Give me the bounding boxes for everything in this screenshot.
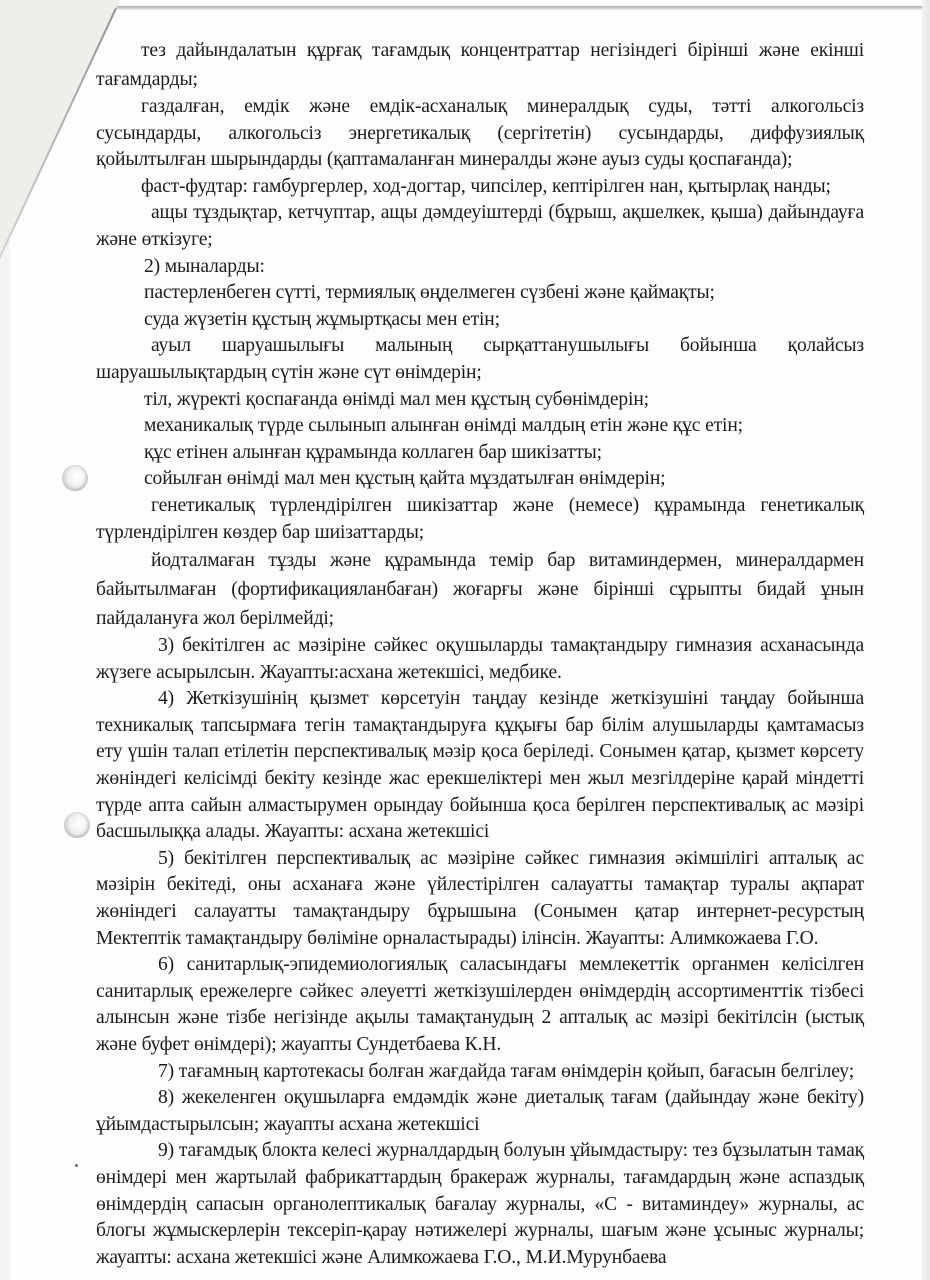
punch-hole-icon xyxy=(62,465,88,491)
scan-top-shadow xyxy=(110,6,922,10)
paragraph-item-8: 8) жекеленген оқушыларға емдәмдік және диеталық тағам (дайындау және бекіту) ұйымдастырылсын; жауапты асхана жетекшісі xyxy=(96,1087,864,1135)
punch-hole-icon xyxy=(64,812,90,838)
list-item: суда жүзетін құстың жұмыртқасы мен етін; xyxy=(144,308,500,330)
paragraph-fast-food: фаст-фудтар: гамбургерлер, ход-догтар, чипсілер, кептірілген нан, қытырлақ нанды; xyxy=(141,175,831,197)
paragraph-item-5: 5) бекітілген перспективалық ас мәзіріне сәйкес гимназия әкімшілігі апталық ас мәзірін бекітеді, оны асханаға және үйлестірілген салауатты тамақтар туралы ақпарат жөніндегі салауатты тамақтандыру бұрышына (Сонымен қатар интернет-ресурстың Мектептік тамақтандыру бөліміне орналастырады) ілінсін. Жауапты: Алимкожаева Г.О. xyxy=(96,847,864,949)
list-item: пастерленбеген сүтті, термиялық өңделмеген сүзбені және қаймақты; xyxy=(144,282,715,304)
scan-right-edge xyxy=(922,0,930,1280)
list-item: құс етінен алынған құрамында коллаген бар шикізатты; xyxy=(144,441,602,463)
paragraph-item-9: 9) тағамдық блокта келесі журналдардың болуын ұйымдастыру: тез бұзылатын тамақ өнімдері мен жартылай фабрикаттардың бракераж журналы, тағамдардың және аспаздық өнімдердің сапасын органолептикалық бағалау журналы, «С - витаминдеу» журналы, ас блогы жұмыскерлерін тексеріп-қарау нәтижелері журналы, шағым және ұсыныс журналы; жауапты: асхана жетекшісі және Алимкожаева Г.О., М.И.Мурунбаева xyxy=(96,1140,864,1268)
paragraph-iodized-salt: йодталмаған тұзды және құрамында темір бар витаминдермен, минералдармен байытылмаған (фортификацияланбаған) жоғарғы және бірінші сұрыпты бидай ұнын пайдалануға жол берілмейді; xyxy=(96,550,864,630)
paragraph-item-3: 3) бекітілген ас мәзіріне сәйкес оқушыларды тамақтандыру гимназия асханасында жүзеге асырылсын. Жауапты:асхана жетекшісі, медбике. xyxy=(96,635,864,683)
list-item: тіл, жүректі қоспағанда өнімді мал мен құстың субөнімдерін; xyxy=(144,388,649,410)
list-item: механикалық түрде сылынып алынған өнімді малдың етін және құс етін; xyxy=(144,415,743,437)
paragraph-gmo: генетикалық түрлендірілген шикізаттар және (немесе) құрамында генетикалық түрлендірілген көздер бар шиізаттарды; xyxy=(96,494,864,543)
scan-speck xyxy=(75,1164,78,1167)
paragraph-farm-milk: ауыл шаруашылығы малының сырқаттанушылығы бойынша қолайсыз шаруашылықтардың сүтін және сүт өнімдерін; xyxy=(96,335,864,383)
paragraph-spicy-sauces: ащы тұздықтар, кетчуптар, ащы дәмдеуіштерді (бұрыш, ақшелкек, қыша) дайындауға және өткізуге; xyxy=(96,202,864,250)
list-item: сойылған өнімді мал мен құстың қайта мұздатылған өнімдерін; xyxy=(144,468,666,490)
paragraph-item-4: 4) Жеткізушінің қызмет көрсетуін таңдау кезінде жеткізушіні таңдау бойынша техникалық тапсырмаға тегін тамақтандыруға құқығы бар білім алушыларды қамтамасыз ету үшін талап етілетін перспективалық мәзір қоса беріледі. Сонымен қатар, қызмет көрсету жөніндегі келісімді бекіту кезінде жас ерекшеліктері мен жыл мезгілдеріне қарай міндетті түрде апта сайын алмастырумен орындау бойынша қоса берілген перспективалық ас мәзірі басшылыққа алады. Жауапты: асхана жетекшісі xyxy=(96,688,864,843)
document-body xyxy=(96,36,864,1271)
paragraph-carbonated-drinks: газдалған, емдік және емдік-асханалық минералдық суды, тәтті алкогольсіз сусындарды, алкогольсіз энергетикалық (сергітетін) сусындарды, диффузиялық қойылтылған шырындарды (қаптамаланған минералды және ауыз суды қоспағанда); xyxy=(96,96,864,171)
paragraph-item-6: 6) санитарлық-эпидемиологиялық саласындағы мемлекеттік органмен келісілген санитарлық ережелерге сәйкес әлеуетті жеткізушілерден өнімдердің ассортименттік тізбесі алынсын және тізбе негізінде ақылы тамақтанудың 2 апталық ас мәзірі бекітілсін (ыстық және буфет өнімдері); жауапты Сундетбаева К.Н. xyxy=(96,954,864,1055)
paragraph-instant-concentrates: тез дайындалатын құрғақ тағамдық концентраттар негізіндегі бірінші және екінші тағамдарды; xyxy=(96,40,864,90)
list-heading-item-2: 2) мыналарды: xyxy=(144,255,265,277)
paragraph-item-7: 7) тағамның картотекасы болған жағдайда тағам өнімдерін қойып, бағасын белгілеу; xyxy=(158,1060,854,1082)
